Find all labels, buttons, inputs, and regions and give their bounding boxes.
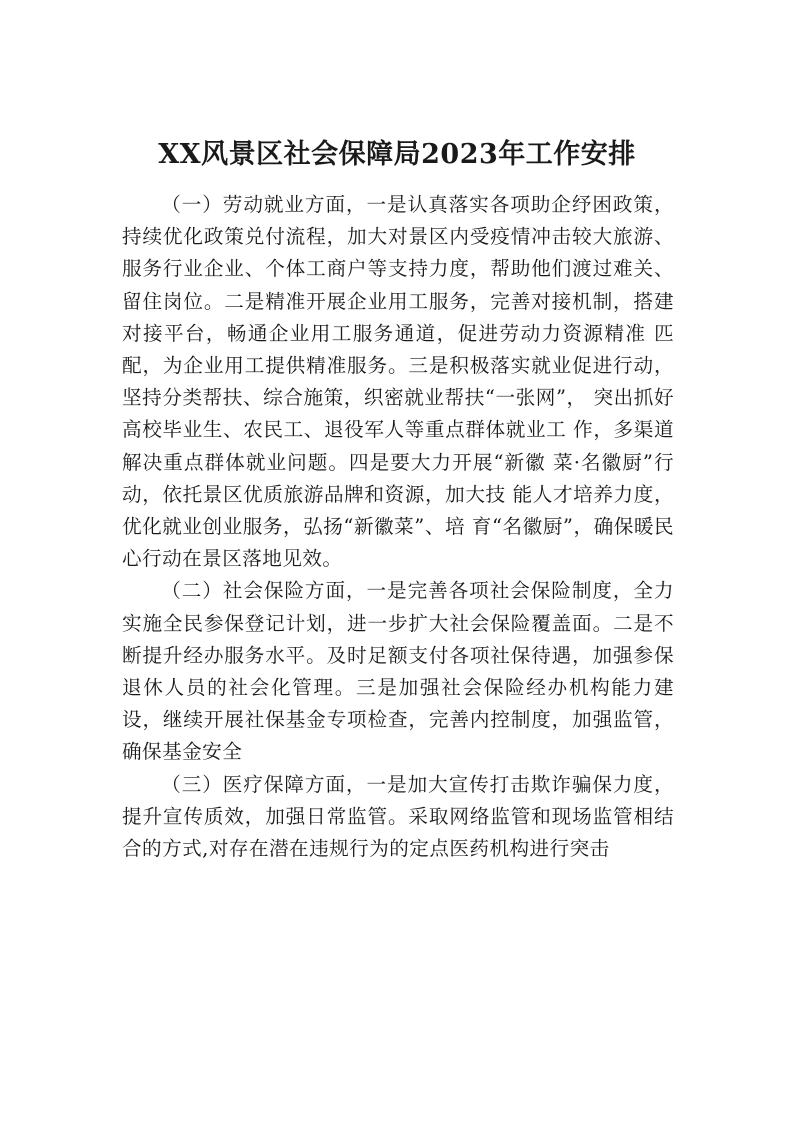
document-body [122,189,674,865]
paragraph-medical-security: （三）医疗保障方面，一是加大宣传打击欺诈骗保力度，提升宣传质效，加强日常监管。采取网络监管和现场监管相结合的方式,对存在潜在违规行为的定点医药机构进行突击 [122,772,674,861]
paragraph-social-insurance: （二）社会保险方面，一是完善各项社会保险制度，全力实施全民参保登记计划，进一步扩大社会保险覆盖面。二是不断提升经办服务水平。及时足额支付各项社保待遇，加强参保退休人员的社会化管理。三是加强社会保险经办机构能力建设，继续开展社保基金专项检查，完善内控制度，加强监管，确保基金安全 [122,579,674,764]
document-title: XX风景区社会保障局2023年工作安排 [158,139,636,170]
paragraph-labor-employment: （一）劳动就业方面，一是认真落实各项助企纾困政策，持续优化政策兑付流程，加大对景区内受疫情冲击较大旅游、服务行业企业、个体工商户等支持力度，帮助他们渡过难关、留住岗位。二是精准开展企业用工服务，完善对接机制，搭建对接平台，畅通企业用工服务通道，促进劳动力资源精准 匹配，为企业用工提供精准服务。三是积极落实就业促进行动，坚持分类帮扶、综合施策，织密就业帮扶“一张网”， 突出抓好高校毕业生、农民工、退役军人等重点群体就业工 作，多渠道解决重点群体就业问题。四是要大力开展“新徽 菜·名徽厨”行动，依托景区优质旅游品牌和资源，加大技 能人才培养力度，优化就业创业服务，弘扬“新徽菜”、培 育“名徽厨”，确保暖民心行动在景区落地见效。 [122,193,674,571]
